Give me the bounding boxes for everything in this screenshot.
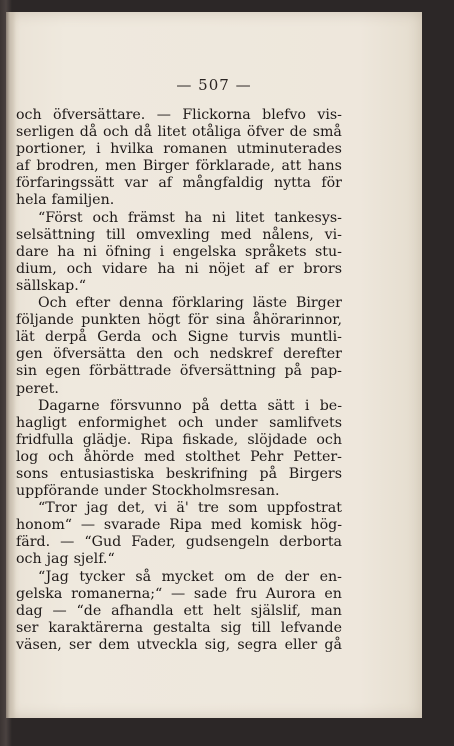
word: “Gud [84,534,122,551]
word: då [134,124,152,141]
word: för [187,312,209,329]
text-line [16,415,342,432]
text-line [16,261,342,278]
page-number: — 507 — [176,76,252,94]
word: vi- [324,226,342,243]
word: komisk [250,517,302,534]
word: sällskap.“ [16,277,86,294]
word: er [278,260,294,277]
word: under [215,414,258,431]
word: man [310,602,342,619]
word: men [105,158,137,175]
word: omvexling [136,226,210,243]
word: lefvande [280,619,342,636]
word: af [254,260,269,277]
word: ni [185,260,199,277]
word: “de [76,602,102,619]
word: log [16,448,39,465]
word: ni [212,209,226,226]
word: åhörde [83,448,135,465]
word: och [151,329,178,346]
word: den [136,346,163,363]
word: åhörarinnor, [252,312,342,329]
word: “Jag [38,568,69,585]
word: en- [319,568,342,585]
word: sig, [204,636,231,653]
word: derborta [279,534,342,551]
word: — [170,585,186,602]
word: Stockholmsresan. [151,483,280,500]
word: efter [75,295,111,312]
word: och [16,107,42,123]
word: samlifvets [269,414,342,431]
text-line [16,227,342,244]
word: stolthet [185,448,241,465]
word: muntli- [290,329,342,346]
word: fridfulla [16,431,74,448]
word: dium, [16,260,57,277]
word: gelska [16,585,63,602]
word: “Först [38,209,83,226]
word: så [135,568,152,585]
word: och [177,414,204,431]
word: öfversättare. [53,107,146,123]
text-line [16,500,342,517]
word: Aurora [265,585,316,602]
word: af [158,175,173,192]
word: de [289,124,308,141]
text-line [16,107,342,124]
word: litet [157,124,187,141]
word: tre [198,500,219,517]
word: Pehr [250,448,284,465]
word: lät [16,329,35,346]
text-line [16,466,342,483]
word: jag [86,500,109,517]
word: vis- [317,107,342,123]
word: läste [252,295,288,312]
word: med [144,448,176,465]
word: brors [303,260,342,277]
word: högt [147,312,181,329]
word: följande [16,312,74,329]
word: mångfaldig [182,175,264,192]
word: och [316,431,342,448]
word: sin [16,363,37,380]
text-line [16,449,342,466]
word: hagligt [16,414,67,431]
word: blefvo [262,107,306,123]
word: öfversättning [179,363,276,380]
word: Fader, [131,534,176,551]
word: på [284,363,302,380]
text-line [16,278,342,295]
word: romanerna;“ [71,585,163,602]
text-line [16,398,342,415]
word: nedskref [209,346,273,363]
word: slöjdade [247,431,308,448]
word: dare [16,243,49,260]
word: Dagarne [38,397,100,414]
word: nöjet [208,260,245,277]
word: denna [119,295,164,312]
text-line [16,312,342,329]
word: helt [213,602,241,619]
text-line [16,244,342,261]
word: ni [83,243,97,260]
word: uppförande [16,483,99,500]
word: gudsengeln [185,534,270,551]
word: af [16,158,30,175]
word: peret. [16,380,59,397]
text-line [16,329,342,346]
word: själslif, [250,602,302,619]
word: segra [237,636,278,653]
word: eller [284,636,318,653]
word: — [52,602,67,619]
word: Birgers [288,465,342,482]
word: ser [69,636,92,653]
word: fiskade, [182,431,239,448]
word: de [256,568,275,585]
word: egen [45,363,81,380]
word: sons [16,465,49,482]
word: der [284,568,310,585]
word: dag [16,602,43,619]
text-line [16,551,342,568]
word: gen [16,346,43,363]
word: med [210,517,242,534]
text-line [16,158,342,175]
word: selsättning [16,226,96,243]
word: Birger [142,158,189,175]
word: afhandla [111,602,174,619]
word: Ripa [140,431,174,448]
word: Signe [187,329,229,346]
word: förklarade, [195,158,275,175]
word: och [16,551,42,568]
text-line [16,603,342,620]
word: Ripa [169,517,202,534]
word: och [48,448,74,465]
text-line [16,569,342,586]
word: hög- [310,517,342,534]
word: öfver [246,124,284,141]
word: sina [215,312,246,329]
word: i [96,141,101,158]
word: derefter [283,346,342,363]
word: “Tror [38,500,77,517]
word: under [103,483,147,500]
word: Gerda [97,329,142,346]
word: gestalta [152,619,211,636]
text-line [16,295,342,312]
word: för [321,175,342,192]
word: Och [38,295,67,312]
word: Petter- [293,448,342,465]
word: det, [117,500,146,517]
word: hela [16,192,47,209]
word: romanen [163,141,228,158]
text-line [16,534,342,551]
word: ha [184,209,203,226]
word: — [156,107,171,123]
word: Flickorna [182,107,251,123]
text-line [16,483,342,500]
word: nytta [273,175,311,192]
word: förfaringssätt [16,175,115,192]
word: till [106,226,126,243]
word: stu- [315,243,342,260]
word: öfversätta [53,346,126,363]
word: serligen [16,124,75,141]
text-line [16,363,342,380]
body-text [16,107,342,654]
word: en [324,585,342,602]
word: enformighet [78,414,167,431]
text-line [16,141,342,158]
word: utminuterades [236,141,342,158]
word: främst [127,209,175,226]
word: sätt [267,397,295,414]
text-line [16,210,342,227]
word: väsen, [16,636,62,653]
word: på [259,465,278,482]
word: nålens, [262,226,314,243]
word: ha [57,243,75,260]
word: sjelf.“ [73,551,115,568]
word: vidare [102,260,148,277]
word: otåliga [191,124,242,141]
word: var [124,175,148,192]
text-line [16,620,342,637]
word: — [60,534,75,551]
text-line [16,432,342,449]
word: litet [235,209,265,226]
word: tankesys- [274,209,342,226]
word: portioner, [16,141,87,158]
word: punkten [81,312,141,329]
word: engelska [172,243,237,260]
text-line [16,124,342,141]
word: och [92,209,119,226]
word: och [173,346,200,363]
word: förklaring [172,295,244,312]
word: familjen. [51,192,115,209]
text-line [16,586,342,603]
page-gutter [6,12,16,718]
word: derpå [45,329,87,346]
word: glädje. [82,431,132,448]
word: gå [324,636,342,653]
word: ser [16,619,39,636]
text-line [16,346,342,363]
word: i [304,397,310,414]
text-line [16,192,342,209]
word: färd. [16,534,51,551]
word: öfning [105,243,152,260]
word: svarade [103,517,161,534]
word: fru [235,585,257,602]
word: mycket [161,568,214,585]
word: sade [193,585,228,602]
text-line [16,517,342,534]
word: språkets [244,243,307,260]
word: be- [319,397,342,414]
word: försvunno [109,397,182,414]
word: om [224,568,247,585]
word: dem [98,636,130,653]
word: beskrifning [166,465,248,482]
word: och [102,124,129,141]
word: entusiastiska [59,465,155,482]
word: turvis [238,329,281,346]
word: i [159,243,165,260]
word: och [66,260,93,277]
word: brodren, [36,158,99,175]
word: jag [46,551,69,568]
word: som [228,500,258,517]
word: hvilka [110,141,154,158]
word: ä' [176,500,189,517]
word: utveckla [136,636,198,653]
word: att [281,158,302,175]
word: vi [154,500,168,517]
word: pap- [310,363,342,380]
word: sig [220,619,242,636]
word: ha [157,260,176,277]
word: hans [307,158,342,175]
word: honom“ [16,517,73,534]
word: med [220,226,252,243]
word: detta [219,397,258,414]
text-line [16,175,342,192]
word: till [251,619,271,636]
word: uppfostrat [266,500,342,517]
word: — [80,517,96,534]
word: små [312,124,342,141]
text-line [16,381,342,398]
text-line [16,637,342,654]
word: Birger [295,295,342,312]
word: karaktärerna [48,619,144,636]
word: då [79,124,98,141]
word: ett [183,602,204,619]
word: tycker [79,568,125,585]
word: förbättrade [89,363,172,380]
book-page [6,12,422,718]
word: på [192,397,210,414]
